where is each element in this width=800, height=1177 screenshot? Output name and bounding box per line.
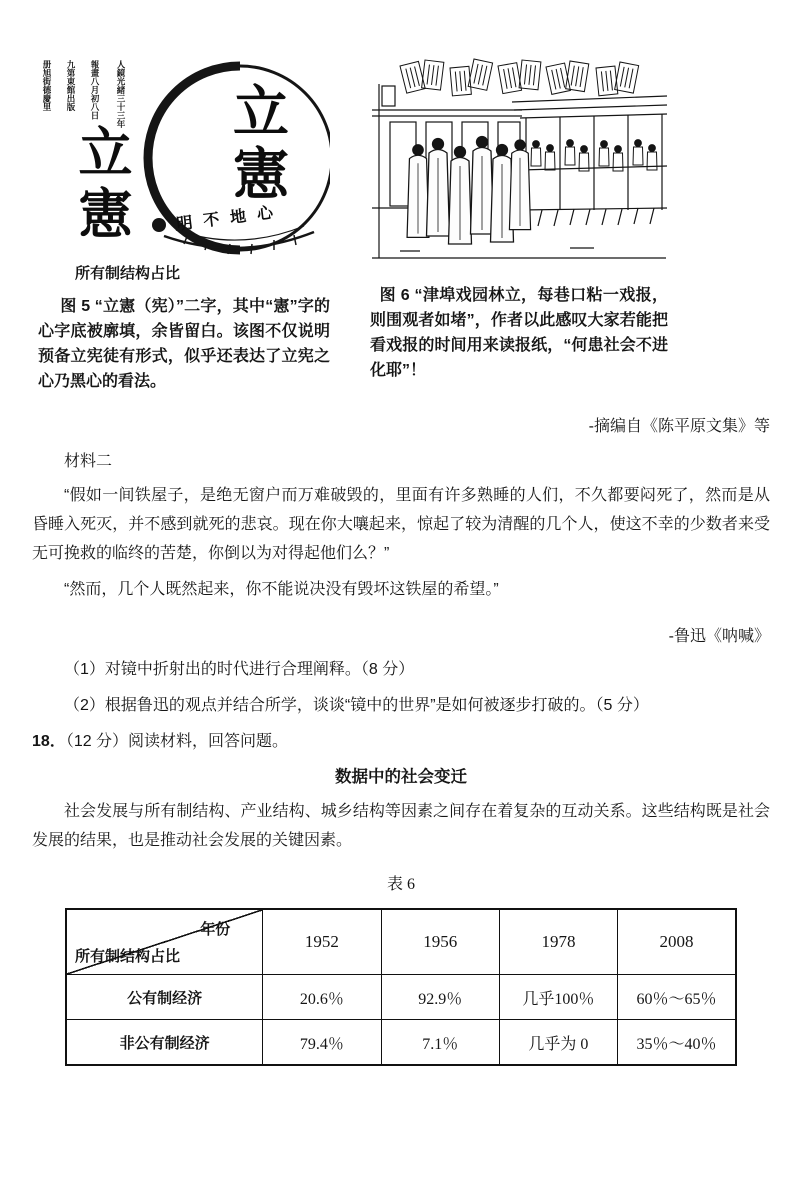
year-header-1978: 1978 [499, 909, 617, 975]
mirror-arc-text: 明不地心 [175, 203, 285, 234]
question-1: （1）对镜中折射出的时代进行合理阐释。（8 分） [64, 661, 415, 678]
table-corner-cell [66, 909, 263, 975]
data-section-title: 数据中的社会变迁 [335, 768, 467, 786]
question-18-lead [32, 727, 770, 756]
figures-row [38, 58, 770, 394]
table-cell: 35％～40％ [618, 1020, 736, 1066]
colophon-column-1: 册旭街德慶里 [42, 60, 52, 111]
colophon-column-4: 人鏡光緒三十三年 [116, 60, 126, 128]
table-row [66, 975, 736, 1020]
year-header-1952: 1952 [263, 909, 381, 975]
corner-label-year: 年份 [200, 921, 231, 938]
colophon-column-2: 九第東館出版 [66, 60, 76, 111]
table-row [66, 1020, 736, 1066]
street-scene-drawing [370, 58, 668, 266]
table-cell: 60％～65％ [618, 975, 736, 1020]
question-18-paragraph: 社会发展与所有制结构、产业结构、城乡结构等因素之间存在着复杂的互动关系。这些结构既是社会发展的结果，也是推动社会发展的关键因素。 [32, 803, 770, 849]
source-citation-2: -鲁迅《呐喊》 [668, 628, 770, 645]
figure-6-illustration [370, 58, 668, 266]
table-cell: 79.4％ [263, 1020, 381, 1066]
colophon-column-3: 報畫八月初八日 [90, 60, 100, 120]
year-header-2008: 2008 [618, 909, 736, 975]
figure-5-mirror-image [38, 58, 330, 258]
figure-5-column [38, 58, 330, 394]
table-6-label: 表 6 [386, 876, 415, 893]
question-18-intro: （12 分）阅读材料，回答问题。 [65, 733, 289, 750]
figure-6-caption: 图 6 “津埠戏园林立，每巷口粘一戏报，则围观者如堵”，作者以此感叹大家若能把看戏报的时间用来读报纸，“何患社会不进化耶”！ [370, 287, 668, 379]
figure-6-column [370, 58, 668, 394]
material-2-paragraph-2: “然而，几个人既然起来，你不能说决没有毁坏这铁屋的希望。” [64, 581, 499, 598]
year-header-1956: 1956 [381, 909, 499, 975]
table-cell: 20.6％ [263, 975, 381, 1020]
figure-5-caption: 图 5 “立憲（宪）”二字，其中“憲”字的心字底被廓填，余皆留白。该图不仅说明预备立宪徒有形式，似乎还表达了立宪之心乃黑心的看法。 [38, 298, 330, 390]
source-citation-1: -摘编自《陈平原文集》等 [588, 418, 770, 435]
table-cell: 7.1％ [381, 1020, 499, 1066]
mirror-inner-characters: 立憲 [226, 82, 289, 206]
corner-label-structure: 所有制结构占比 [75, 948, 181, 965]
table-cell: 几乎为 0 [499, 1020, 617, 1066]
question-2: （2）根据鲁迅的观点并结合所学，谈谈“镜中的世界”是如何被逐步打破的。（5 分） [64, 697, 649, 714]
mirror-knob-dot [152, 218, 166, 232]
table-cell: 几乎100％ [499, 975, 617, 1020]
table-cell: 92.9％ [381, 975, 499, 1020]
table-header-row [66, 909, 736, 975]
question-18-number: 18． [32, 733, 66, 750]
wall-posters-group [400, 59, 639, 96]
row-label-nonpublic: 非公有制经济 [66, 1020, 263, 1066]
row-label-public: 公有制经济 [66, 975, 263, 1020]
ownership-structure-table [65, 908, 737, 1066]
mirror-outer-characters: 立憲 [71, 124, 131, 246]
material-2-heading: 材料二 [64, 453, 113, 470]
material-2-paragraph-1: “假如一间铁屋子，是绝无窗户而万难破毁的，里面有许多熟睡的人们，不久都要闷死了，然而是从昏睡入死灭，并不感到就死的悲哀。现在你大嚷起来，惊起了较为清醒的几个人，使这不幸的少数者来受无可挽救的临终的苦楚，你倒以为对得起他们么？” [32, 487, 770, 562]
ownership-structure-label: 所有制结构占比 [75, 265, 181, 282]
